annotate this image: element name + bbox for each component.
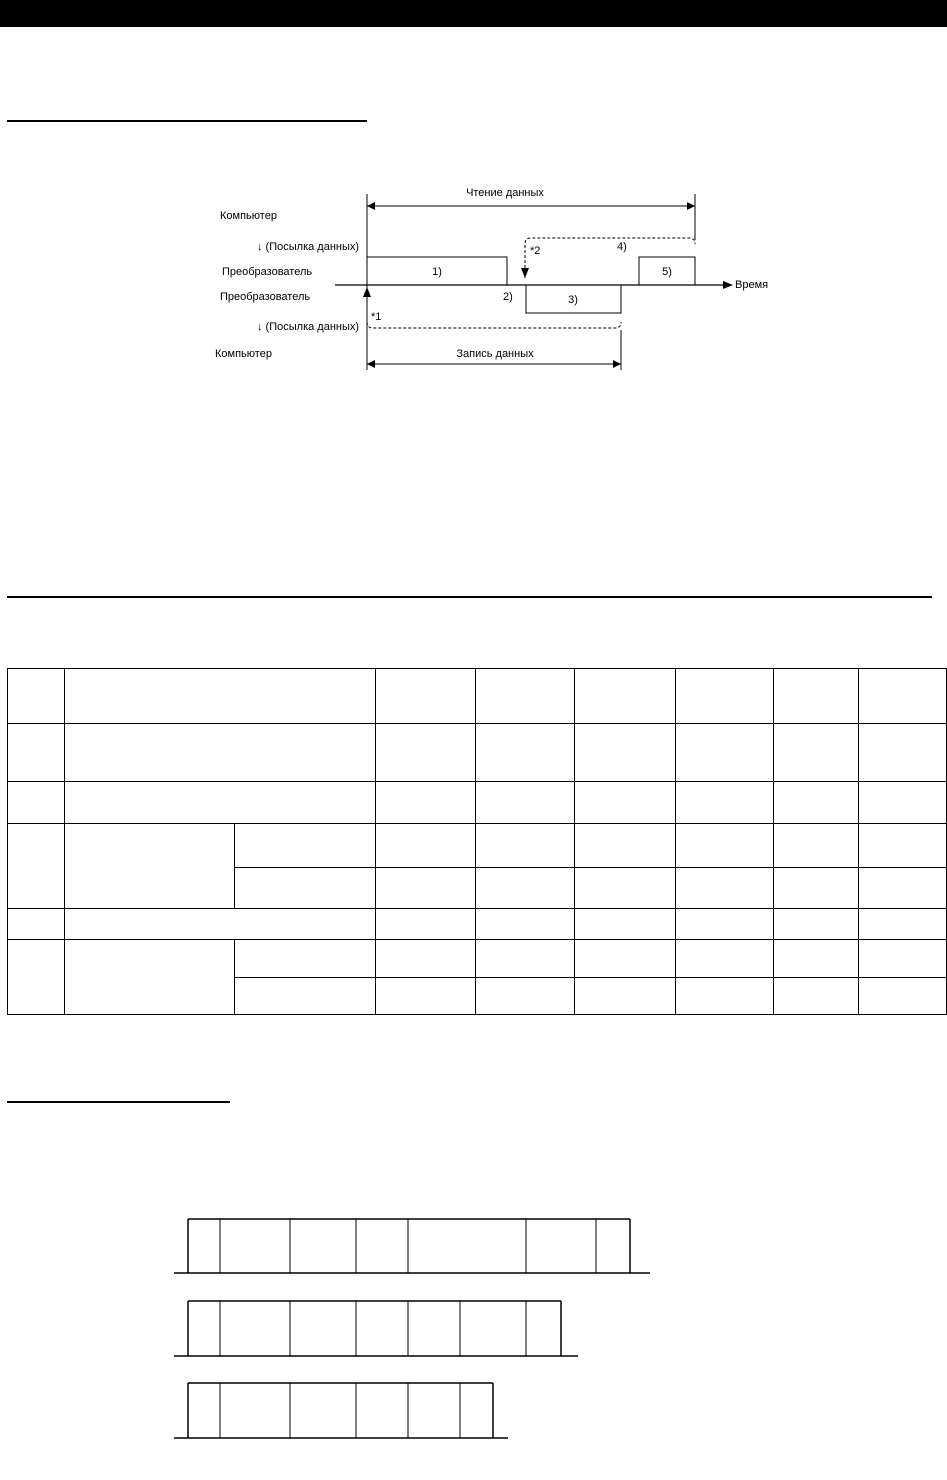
step-4-label: 4) — [617, 241, 627, 253]
table-row — [8, 940, 947, 978]
header-bar — [0, 0, 947, 27]
table-row — [8, 909, 947, 940]
specification-table — [7, 668, 947, 1015]
time-axis-label: Время — [735, 279, 769, 291]
step-2-label: 2) — [503, 291, 513, 303]
send-top-label: ↓ (Посылка данных) — [257, 241, 360, 253]
pulse-3-label: 3) — [568, 294, 578, 306]
table-row — [8, 724, 947, 782]
section-heading-underline-3 — [7, 1101, 230, 1103]
note-1-label: *1 — [371, 311, 382, 323]
table-row — [8, 782, 947, 824]
data-frame-diagram-1 — [170, 1216, 652, 1278]
table-row — [8, 824, 947, 868]
pulse-1-label: 1) — [432, 266, 442, 278]
read-data-label: Чтение данных — [466, 187, 544, 199]
note-2-label: *2 — [530, 245, 541, 257]
converter-top-label: Преобразователь — [222, 266, 313, 278]
table-row — [8, 669, 947, 724]
converter-bottom-label: Преобразователь — [220, 291, 311, 303]
section-heading-underline-2 — [7, 596, 932, 598]
write-data-label: Запись данных — [456, 348, 534, 360]
computer-top-label: Компьютер — [220, 210, 277, 222]
data-frame-diagram-3 — [170, 1380, 512, 1442]
section-heading-underline — [7, 120, 367, 122]
computer-bottom-label: Компьютер — [215, 348, 272, 360]
data-frame-diagram-2 — [170, 1298, 582, 1360]
send-bottom-label: ↓ (Посылка данных) — [257, 321, 360, 333]
timing-diagram — [205, 180, 785, 380]
pulse-5-label: 5) — [662, 266, 672, 278]
